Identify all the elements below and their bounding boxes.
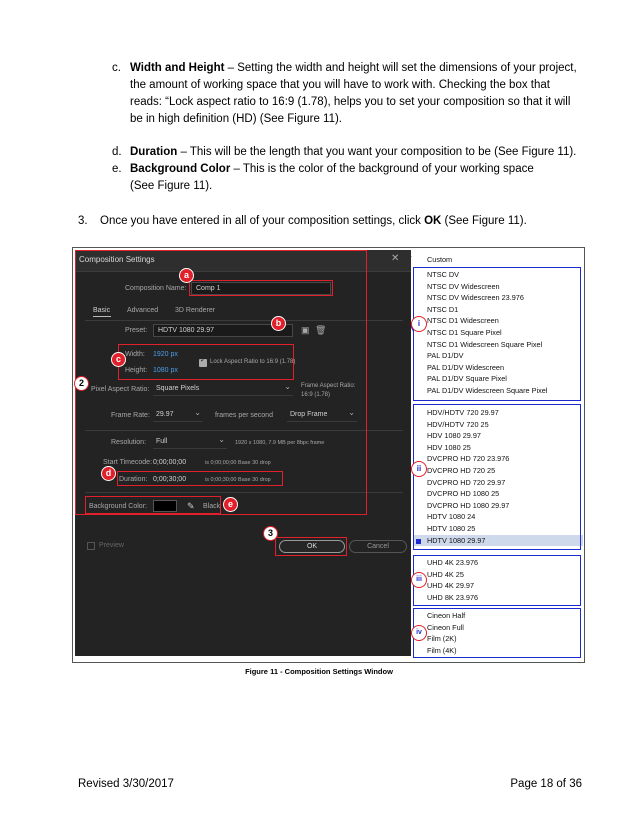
step-3-tail: (See Figure 11). <box>441 215 527 227</box>
preset-item-selected[interactable]: HDTV 1080 29.97 <box>413 535 583 547</box>
item-c-cont2: reads: “Lock aspect ratio to 16:9 (1.78), helps you to set your composition so that it will <box>130 96 571 108</box>
step-3-term: OK <box>424 215 442 227</box>
preset-dropdown-list <box>413 250 583 660</box>
item-e <box>112 161 592 195</box>
preset-group-iv-box <box>413 608 581 658</box>
trash-icon[interactable]: 🗑 <box>315 325 327 335</box>
preset-item[interactable]: PAL D1/DV Square Pixel <box>427 374 507 384</box>
start-timecode-value[interactable]: 0;00;00;00 <box>153 459 187 466</box>
fps-label: frames per second <box>215 412 273 419</box>
step-3-text: Once you have entered in all of your composition settings, click <box>100 215 425 227</box>
preset-item[interactable]: PAL D1/DV Widescreen <box>427 362 505 372</box>
item-e-term: Background Color <box>130 163 231 175</box>
background-color-name: Black <box>203 503 221 510</box>
frame-aspect-value: 16:9 (1.78) <box>301 392 331 398</box>
preset-item[interactable]: HDTV 1080 24 <box>427 512 476 522</box>
annotation-box-comp-name <box>189 280 333 296</box>
pixel-aspect-label: Pixel Aspect Ratio: <box>91 386 150 393</box>
preview-checkbox[interactable] <box>87 542 95 550</box>
preset-item[interactable]: DVCPRO HD 1080 25 <box>427 489 500 499</box>
background-color-label: Background Color: <box>89 503 147 510</box>
item-d-text: – This will be the length that you want your composition to be (See Figure 11). <box>177 146 577 158</box>
item-e-text: – This is the color of the background of your working space <box>230 163 534 175</box>
width-label: Width: <box>125 351 145 358</box>
lock-aspect-label: Lock Aspect Ratio to 16:9 (1.78) <box>210 359 296 365</box>
preset-item[interactable]: Cineon Half <box>427 611 466 620</box>
step-3-marker: 3. <box>78 215 88 227</box>
callout-3: 3 <box>263 526 278 541</box>
preset-item[interactable]: NTSC D1 Square Pixel <box>427 327 502 337</box>
preset-group-ii-box <box>413 404 581 550</box>
drop-frame-select[interactable]: Drop Frame ⌄ <box>287 409 357 422</box>
preset-item[interactable]: NTSC DV Widescreen <box>427 281 500 291</box>
frame-rate-select[interactable]: 29.97 ⌄ <box>153 409 203 422</box>
resolution-select[interactable]: Full ⌄ <box>153 436 227 449</box>
item-d-term: Duration <box>130 146 178 158</box>
duration-label: Duration: <box>119 476 148 483</box>
comp-name-label: Composition Name: <box>125 285 187 292</box>
figure-composition-settings <box>72 247 585 663</box>
preview-label: Preview <box>99 542 124 549</box>
item-d <box>112 144 592 161</box>
footer-page-number: Page 18 of 36 <box>510 778 582 790</box>
preset-item[interactable]: Custom <box>427 255 453 264</box>
preset-item[interactable]: PAL D1/DV Widescreen Square Pixel <box>427 385 548 395</box>
preset-item[interactable]: UHD 4K 29.97 <box>427 581 475 591</box>
preset-item[interactable]: NTSC DV Widescreen 23.976 <box>427 293 524 303</box>
figure-caption: Figure 11 - Composition Settings Window <box>245 667 393 676</box>
item-e-cont1: (See Figure 11). <box>130 180 213 192</box>
start-timecode-label: Start Timecode: <box>103 459 153 466</box>
pixel-aspect-select[interactable]: Square Pixels ⌄ <box>153 383 293 396</box>
callout-e: e <box>223 497 238 512</box>
duration-info: is 0;00;30;00 Base 30 drop <box>205 477 271 483</box>
cancel-button[interactable]: Cancel <box>349 540 407 553</box>
preset-item[interactable]: DVCPRO HD 1080 29.97 <box>427 500 510 510</box>
footer-revised: Revised 3/30/2017 <box>78 778 174 790</box>
item-c-cont3: be in high definition (HD) (See Figure 11). <box>130 113 343 125</box>
resolution-info: 1920 x 1080, 7.9 MB per 8bpc frame <box>235 440 325 446</box>
preset-item[interactable]: NTSC D1 <box>427 304 459 314</box>
preset-group-ii-label: ii <box>411 461 427 477</box>
resolution-label: Resolution: <box>111 439 147 446</box>
preset-item[interactable]: Film (4K) <box>427 645 457 655</box>
callout-b: b <box>271 316 286 331</box>
item-c-marker: c. <box>112 62 121 74</box>
callout-2: 2 <box>74 376 89 391</box>
width-value[interactable]: 1920 px <box>153 351 178 358</box>
preset-item[interactable]: NTSC D1 Widescreen Square Pixel <box>427 339 543 349</box>
frame-rate-label: Frame Rate: <box>111 412 150 419</box>
ok-button[interactable]: OK <box>279 540 345 553</box>
callout-c: c <box>111 352 126 367</box>
annotation-box-ok <box>275 537 347 556</box>
duration-value[interactable]: 0;00;30;00 <box>153 476 187 483</box>
height-label: Height: <box>125 367 148 374</box>
eyedropper-icon[interactable]: ✎ <box>187 501 195 511</box>
tab-advanced[interactable]: Advanced <box>127 307 159 314</box>
preset-group-iii-box <box>413 555 581 606</box>
preset-item[interactable]: DVCPRO HD 720 25 <box>427 465 496 475</box>
preset-item[interactable]: HDV 1080 25 <box>427 442 471 452</box>
dialog-title: Composition Settings <box>79 255 155 264</box>
preset-item[interactable]: DVCPRO HD 720 23.976 <box>427 454 510 464</box>
frame-aspect-label: Frame Aspect Ratio: <box>301 383 356 389</box>
callout-a: a <box>179 268 194 283</box>
save-preset-icon[interactable]: ▣ <box>301 325 310 335</box>
preset-item[interactable]: UHD 4K 25 <box>427 569 464 579</box>
tab-3d-renderer[interactable]: 3D Renderer <box>175 307 216 314</box>
preset-item[interactable]: HDV 1080 29.97 <box>427 431 481 441</box>
start-timecode-info: is 0;00;00;00 Base 30 drop <box>205 460 271 466</box>
tab-basic[interactable]: Basic <box>93 307 111 314</box>
preset-item[interactable]: HDTV 1080 25 <box>427 523 476 533</box>
item-d-marker: d. <box>112 146 122 158</box>
composition-settings-dialog <box>75 250 411 656</box>
preset-item[interactable]: PAL D1/DV <box>427 351 464 361</box>
comp-name-input[interactable]: Comp 1 <box>191 282 331 295</box>
height-value[interactable]: 1080 px <box>153 367 178 374</box>
preset-item[interactable]: DVCPRO HD 720 29.97 <box>427 477 506 487</box>
preset-item[interactable]: NTSC D1 Widescreen <box>427 316 499 326</box>
item-c-term: Width and Height <box>130 62 225 74</box>
selected-marker <box>416 539 421 544</box>
preset-group-i-box <box>413 267 581 401</box>
preset-item[interactable]: UHD 8K 23.976 <box>427 592 479 602</box>
item-c-text: – Setting the width and height will set the dimensions of your project, <box>224 62 577 74</box>
preset-group-iii-label: iii <box>411 572 427 588</box>
annotation-box-duration <box>117 471 283 486</box>
preset-select[interactable]: HDTV 1080 29.97 <box>153 324 293 337</box>
annotation-box-background <box>85 496 221 514</box>
item-e-marker: e. <box>112 163 122 175</box>
preset-group-iv-label: iv <box>411 625 427 641</box>
preset-item[interactable]: UHD 4K 23.976 <box>427 558 479 567</box>
preset-item[interactable]: NTSC DV <box>427 270 460 279</box>
preset-item[interactable]: HDV/HDTV 720 25 <box>427 419 489 429</box>
preset-item[interactable]: HDV/HDTV 720 29.97 <box>427 408 499 417</box>
preset-item[interactable]: Film (2K) <box>427 634 457 644</box>
callout-d: d <box>101 466 116 481</box>
preset-group-i-label: i <box>411 316 427 332</box>
preset-item[interactable]: Cineon Full <box>427 622 464 632</box>
close-icon[interactable]: ✕ <box>391 253 400 264</box>
preset-label: Preset: <box>125 327 148 334</box>
item-c-cont1: the amount of working space that you will have to work with. Checking the box that <box>130 79 550 91</box>
step-3 <box>78 213 598 230</box>
annotation-box-width-height <box>118 344 294 380</box>
item-c <box>112 60 592 128</box>
